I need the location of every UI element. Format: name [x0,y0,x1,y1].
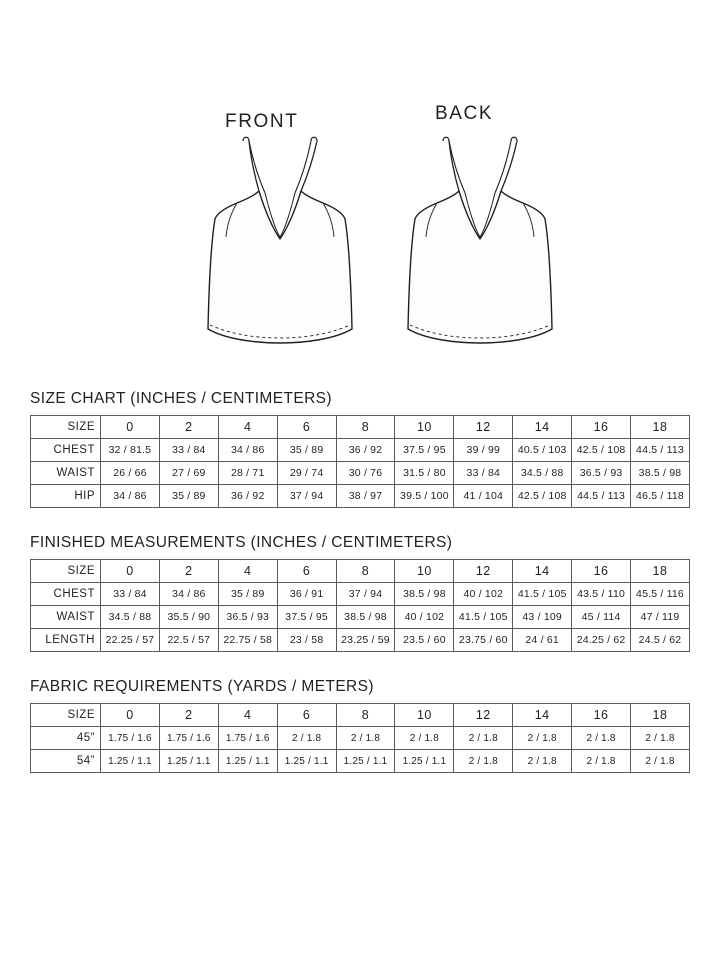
row-label-chest: CHEST [31,583,101,606]
cell: 27 / 69 [159,462,218,485]
col-header-size: 14 [513,704,572,727]
row-label-waist: WAIST [31,606,101,629]
cell: 30 / 76 [336,462,395,485]
col-header-size: 8 [336,416,395,439]
col-header-size: 10 [395,560,454,583]
cell: 36 / 92 [336,439,395,462]
cell: 37 / 94 [277,485,336,508]
fabric-requirements-section [30,678,690,773]
front-view-label: FRONT [225,111,299,132]
cell: 23.5 / 60 [395,629,454,652]
col-header-size: 0 [101,416,160,439]
table-row [31,727,690,750]
cell: 2 / 1.8 [631,727,690,750]
col-header-size: 10 [395,704,454,727]
col-header-size: 6 [277,416,336,439]
col-header-size: 16 [572,416,631,439]
col-header-size: 0 [101,560,160,583]
cell: 44.5 / 113 [631,439,690,462]
cell: 1.75 / 1.6 [101,727,160,750]
col-header-size: 2 [159,416,218,439]
cell: 2 / 1.8 [454,750,513,773]
header-size-label: SIZE [31,416,101,439]
row-label-waist: WAIST [31,462,101,485]
cell: 2 / 1.8 [513,750,572,773]
cell: 36 / 91 [277,583,336,606]
cell: 24 / 61 [513,629,572,652]
cell: 43.5 / 110 [572,583,631,606]
cell: 42.5 / 108 [572,439,631,462]
finished-measurements-table [30,559,690,652]
cell: 1.75 / 1.6 [159,727,218,750]
cell: 33 / 84 [101,583,160,606]
table-row [31,629,690,652]
cell: 1.25 / 1.1 [101,750,160,773]
cell: 41 / 104 [454,485,513,508]
table-header-row [31,560,690,583]
cell: 22.5 / 57 [159,629,218,652]
col-header-size: 4 [218,704,277,727]
row-label-54in: 54” [31,750,101,773]
cell: 43 / 109 [513,606,572,629]
cell: 1.75 / 1.6 [218,727,277,750]
cell: 35 / 89 [159,485,218,508]
col-header-size: 2 [159,560,218,583]
col-header-size: 6 [277,560,336,583]
garment-illustrations [30,95,690,380]
cell: 42.5 / 108 [513,485,572,508]
cell: 47 / 119 [631,606,690,629]
col-header-size: 4 [218,416,277,439]
cell: 37.5 / 95 [277,606,336,629]
cell: 38.5 / 98 [631,462,690,485]
cell: 29 / 74 [277,462,336,485]
col-header-size: 12 [454,704,513,727]
cell: 45 / 114 [572,606,631,629]
cell: 28 / 71 [218,462,277,485]
table-row [31,750,690,773]
col-header-size: 12 [454,416,513,439]
cell: 40 / 102 [395,606,454,629]
cell: 2 / 1.8 [395,727,454,750]
col-header-size: 14 [513,560,572,583]
cell: 35.5 / 90 [159,606,218,629]
cell: 2 / 1.8 [513,727,572,750]
table-row [31,439,690,462]
table-row [31,583,690,606]
finished-measurements-section [30,534,690,652]
cell: 32 / 81.5 [101,439,160,462]
cell: 22.75 / 58 [218,629,277,652]
cell: 41.5 / 105 [454,606,513,629]
cell: 2 / 1.8 [631,750,690,773]
fabric-requirements-title: FABRIC REQUIREMENTS (YARDS / METERS) [30,678,374,695]
cell: 23.25 / 59 [336,629,395,652]
cell: 24.25 / 62 [572,629,631,652]
cell: 33 / 84 [454,462,513,485]
row-label-length: LENGTH [31,629,101,652]
cell: 34.5 / 88 [513,462,572,485]
table-header-row [31,416,690,439]
cell: 1.25 / 1.1 [277,750,336,773]
size-chart-title: SIZE CHART (INCHES / CENTIMETERS) [30,390,332,407]
cell: 37 / 94 [336,583,395,606]
size-chart-table [30,415,690,508]
cell: 2 / 1.8 [454,727,513,750]
col-header-size: 8 [336,704,395,727]
camisole-front-illustration [185,133,375,368]
cell: 36 / 92 [218,485,277,508]
cell: 1.25 / 1.1 [159,750,218,773]
cell: 22.25 / 57 [101,629,160,652]
table-row [31,606,690,629]
cell: 1.25 / 1.1 [336,750,395,773]
col-header-size: 14 [513,416,572,439]
row-label-45in: 45” [31,727,101,750]
col-header-size: 18 [631,704,690,727]
cell: 2 / 1.8 [336,727,395,750]
col-header-size: 4 [218,560,277,583]
cell: 38.5 / 98 [336,606,395,629]
table-row [31,485,690,508]
col-header-size: 8 [336,560,395,583]
header-size-label: SIZE [31,560,101,583]
cell: 34 / 86 [159,583,218,606]
size-chart-section [30,390,690,508]
cell: 26 / 66 [101,462,160,485]
col-header-size: 2 [159,704,218,727]
cell: 23 / 58 [277,629,336,652]
header-size-label: SIZE [31,704,101,727]
col-header-size: 6 [277,704,336,727]
cell: 23.75 / 60 [454,629,513,652]
cell: 38 / 97 [336,485,395,508]
row-label-chest: CHEST [31,439,101,462]
cell: 45.5 / 116 [631,583,690,606]
cell: 46.5 / 118 [631,485,690,508]
cell: 34 / 86 [101,485,160,508]
camisole-back-illustration [385,133,575,368]
row-label-hip: HIP [31,485,101,508]
finished-measurements-title: FINISHED MEASUREMENTS (INCHES / CENTIMETERS) [30,534,453,551]
back-view-label: BACK [435,103,494,124]
col-header-size: 18 [631,416,690,439]
cell: 44.5 / 113 [572,485,631,508]
col-header-size: 16 [572,704,631,727]
table-row [31,462,690,485]
cell: 40 / 102 [454,583,513,606]
cell: 1.25 / 1.1 [395,750,454,773]
cell: 1.25 / 1.1 [218,750,277,773]
cell: 39 / 99 [454,439,513,462]
cell: 37.5 / 95 [395,439,454,462]
fabric-requirements-table [30,703,690,773]
cell: 34 / 86 [218,439,277,462]
col-header-size: 18 [631,560,690,583]
col-header-size: 12 [454,560,513,583]
cell: 35 / 89 [218,583,277,606]
cell: 38.5 / 98 [395,583,454,606]
cell: 34.5 / 88 [101,606,160,629]
table-header-row [31,704,690,727]
cell: 33 / 84 [159,439,218,462]
cell: 39.5 / 100 [395,485,454,508]
cell: 24.5 / 62 [631,629,690,652]
cell: 31.5 / 80 [395,462,454,485]
col-header-size: 16 [572,560,631,583]
col-header-size: 10 [395,416,454,439]
cell: 40.5 / 103 [513,439,572,462]
cell: 2 / 1.8 [572,727,631,750]
cell: 41.5 / 105 [513,583,572,606]
cell: 2 / 1.8 [277,727,336,750]
cell: 36.5 / 93 [572,462,631,485]
cell: 36.5 / 93 [218,606,277,629]
size-chart-page [0,95,720,959]
cell: 2 / 1.8 [572,750,631,773]
col-header-size: 0 [101,704,160,727]
cell: 35 / 89 [277,439,336,462]
